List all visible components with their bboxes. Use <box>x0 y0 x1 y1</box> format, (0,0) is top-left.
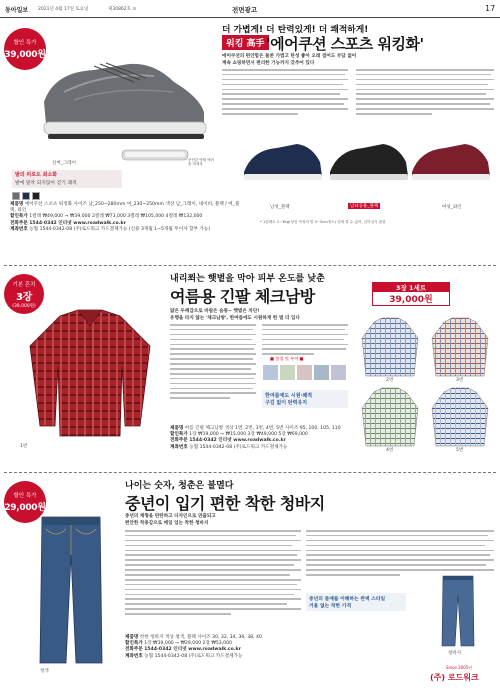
jeans-title: 중년이 입기 편한 착한 청바지 <box>125 494 325 513</box>
shirt-grid <box>356 316 496 456</box>
shoe-main-label: 실버_그레이 <box>52 161 76 166</box>
spec-name: 에어쿠션 스포츠 워킹화 사이즈 남_250~280mm 여_230~250mm 색상 남_그레이, 네이비, 블랙 / 여_블랙, 와인 <box>10 202 240 214</box>
shirt-label-2: 2번 <box>386 378 394 383</box>
price-badge-small: 할인 특가 <box>13 40 37 46</box>
jeans-intro: 중년의 체형을 탄탄하고 디자인으로 연출되고 <box>125 514 216 519</box>
callout-wrinkle: 구김 없이 탄력유지 <box>265 400 308 406</box>
spec-phone: 1544-0342 인터넷 www.roadwalk.co.kr <box>29 220 126 226</box>
brand-since: Since 2005년 <box>446 665 473 670</box>
spec-phone-label: 전화주문 <box>125 647 143 653</box>
shoe-spec <box>10 202 240 233</box>
shirt-badge <box>372 282 450 306</box>
shoe-label-women: 여성_와인 <box>442 205 462 210</box>
shoe-lineup <box>240 122 495 212</box>
paper-name: 동아일보 <box>5 7 29 14</box>
price-badge-small: 기본 흔치 <box>12 282 36 288</box>
shoe-label-men: 남성_블랙 <box>270 205 290 210</box>
spec-account: 농협 1544-0342-08 (주)로드워크 카드결제가능 <box>144 653 243 659</box>
page-number: 17 <box>485 4 496 13</box>
callout-comfort: 발에 밀착 되지않아 걷기 쾌적 <box>15 181 77 186</box>
spec-name-label: 제품명 <box>125 635 139 640</box>
price-badge-amount: 29,000원 <box>4 503 46 513</box>
ad-jeans <box>0 475 500 691</box>
spec-price-label: 할인특가 <box>170 432 188 438</box>
spec-price: 1켤레 ₩49,000 → ₩39,000 2켤레 ₩73,000 3켤레 ₩105,000 4켤레 ₩132,000 <box>29 214 203 220</box>
spec-price: 1장 ₩19,000 → ₩15,000 3장 ₩49,000 5장 ₩69,000 <box>189 432 308 438</box>
price-badge-mid: 3장 <box>15 292 33 303</box>
price-badge-small: 할인 특가 <box>13 493 37 499</box>
spec-phone: 1544-0342 인터넷 www.roadwalk.co.kr <box>144 647 241 653</box>
ad-shoes <box>0 20 500 265</box>
shirt-label-5: 5번 <box>456 448 464 453</box>
divider-2 <box>4 472 496 473</box>
sole-image <box>120 146 190 166</box>
color-swatch-black <box>32 192 40 200</box>
jeans-headline: 나이는 숫자, 청춘은 불멸다 <box>125 481 234 491</box>
shirt-grid-image <box>356 316 496 456</box>
season-label: ■ 봄철 및 부여 ■ <box>270 356 304 361</box>
spec-phone: 1544-0342 인터넷 www.roadwalk.co.kr <box>189 438 286 444</box>
shirt-headline: 내리쬐는 햇볕을 막아 피부 온도를 낮춘 <box>170 274 325 284</box>
shoe-main-image <box>34 42 214 152</box>
shoe-body-text-left <box>222 69 348 118</box>
spec-account: 농협 1544-0342-08 (주)로드워크 카드결제가능 <box>189 444 288 450</box>
shoe-intro-2: 계속 쇼핑하면서 편리한 기능까지 갖추어 있다 <box>222 61 315 66</box>
spec-name: 착한 청바지 색상 청색, 블랙 사이즈 30, 32, 34, 36, 38, 40 <box>139 635 262 640</box>
spec-phone-label: 전화주문 <box>170 438 188 444</box>
spec-name: 여름 긴팔 체크남방 색상 1번, 2번, 3번, 4번, 5번 사이즈 95, 100, 105, 110 <box>184 426 341 431</box>
shoe-note: * 1켤레로 1~3Kg(성인 여성의 발 3~5cm정도) 밑에 깔 수 있어, 갈아신기 편함 <box>260 220 386 224</box>
shirt-label-4: 4번 <box>386 448 394 453</box>
jeans-label-blue: 청색 <box>40 669 49 674</box>
shirt-badge-top: 3장 1세트 <box>373 283 449 292</box>
spec-phone-label: 전화주문 <box>10 220 28 226</box>
jeans-main-image <box>36 515 106 665</box>
color-swatch-navy <box>22 192 30 200</box>
jeans-intro-2: 편안한 착용감으로 매일 입는 착한 청바지 <box>125 521 209 526</box>
shirt-label-3: 3번 <box>456 378 464 383</box>
shoe-body-text-right <box>356 69 494 118</box>
callout-price: 거울 없는 착한 가격 <box>309 604 352 609</box>
sole-caption: 쿠션감 탁월 에어솔 미세정 <box>188 158 214 166</box>
color-swatch-gray <box>12 192 20 200</box>
shoe-lineup-image <box>240 122 495 202</box>
brand-logo: (주) 로드워크 <box>430 673 479 682</box>
shirt-callouts <box>262 390 348 408</box>
shoe-callouts <box>12 170 122 188</box>
issue-number: 제30862호 ⊙ <box>108 7 137 12</box>
callout-cool: 한여름에도 시원·쾌적 <box>265 393 313 399</box>
shoe-title-tag: 워킹 高手 <box>222 35 269 50</box>
spec-account-label: 계좌번호 <box>125 653 143 659</box>
ad-shirts <box>0 268 500 473</box>
spec-account-label: 계좌번호 <box>170 444 188 450</box>
divider-1 <box>4 265 496 266</box>
spec-price-label: 할인특가 <box>10 214 28 220</box>
spec-price-label: 할인특가 <box>125 641 143 647</box>
spec-account: 농협 1544-0342-08 (주)로드워크 카드결제가능 (신용 3개월 1~5개월 무이자 할부 가능) <box>29 226 211 232</box>
jeans-callouts <box>306 593 406 611</box>
shirt-main-image <box>20 306 160 441</box>
jeans-spec <box>125 635 425 660</box>
spec-name-label: 제품명 <box>10 202 24 207</box>
shirt-main-label: 1번 <box>20 444 28 449</box>
shirt-spec <box>170 426 355 451</box>
shoe-title: '에어쿠션 스포츠 워킹화' <box>266 35 424 53</box>
shirt-intro: 얇은 두께감으로 바람은 숨통~ 햇볕은 차단! <box>170 309 260 314</box>
shirt-swatches <box>262 364 348 388</box>
jeans-label-small: 청바지 <box>448 651 462 656</box>
jeans-small-image <box>440 575 476 647</box>
spec-name-label: 제품명 <box>170 426 184 431</box>
callout-style: 중년의 몸매를 이해하는 완벽 스타일 <box>309 597 386 602</box>
shoe-label-unisex: 남녀공용_블랙 <box>350 204 379 209</box>
spec-price: 1장 ₩39,000 → ₩29,000 2장 ₩53,000 <box>144 641 232 647</box>
masthead <box>0 0 500 18</box>
shirt-badge-price: 39,000원 <box>373 292 449 305</box>
price-badge-amount: 39,000원 <box>4 50 46 60</box>
section-label: 전면광고 <box>232 6 258 14</box>
shirt-body-text-left <box>170 324 256 402</box>
shirt-body-text-mid <box>262 324 348 358</box>
jeans-body-text-left <box>125 530 301 618</box>
spec-account-label: 계좌번호 <box>10 226 28 232</box>
price-badge-amount: (39,000원) <box>12 304 36 309</box>
shirt-intro-2: 유행을 타지 않는 '체크남방', 한여름에도 시원하게 한 벌 더 입다 <box>170 316 300 321</box>
shirt-title: 여름용 긴팔 체크남방 <box>170 287 315 306</box>
callout-fatigue: 발의 피로도 최소화 <box>15 172 58 178</box>
issue-date: 2021년 4월 17일 토요일 <box>38 7 89 12</box>
jeans-body-text-right <box>306 530 494 579</box>
shoe-headline: 더 가볍게! 더 탄력있게! 더 쾌적하게! <box>222 25 369 35</box>
shoe-intro: 에어쿠션의 편안함은 물론 가볍고 탄성 좋아 오래 걸어도 부담 없어 <box>222 54 357 59</box>
